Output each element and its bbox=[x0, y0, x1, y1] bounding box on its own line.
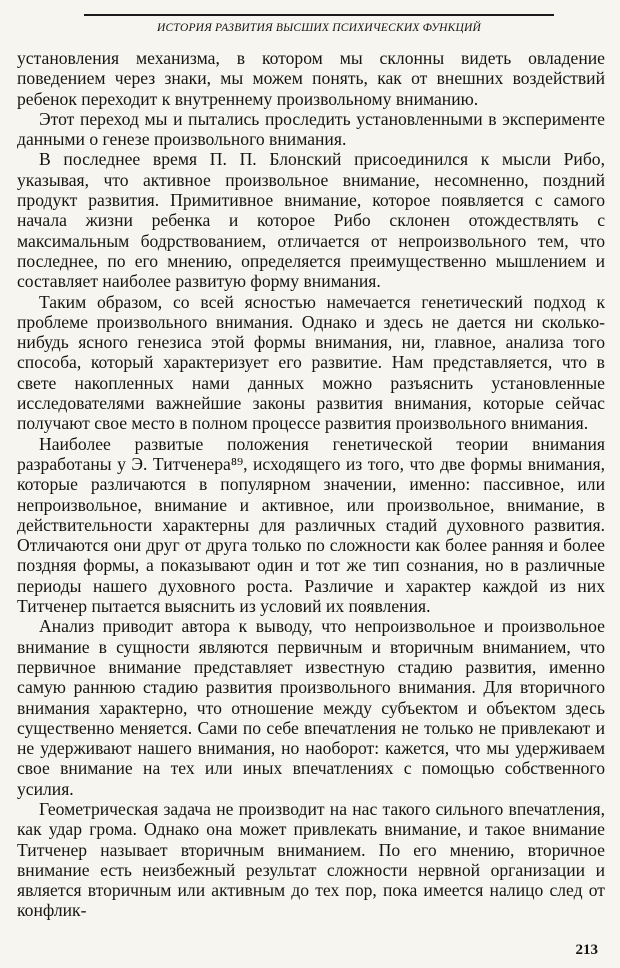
paragraph-4: Таким образом, со всей ясностью намечается генетический подход к проблеме произвольного внимания. Однако и здесь не дается ни сколько-нибудь ясного генезиса этой формы внимания, ни, главное, анализа того способа, который характеризует его развитие. Нам представляется, что в свете накопленных нами данных можно разъяснить установленные исследователями важнейшие законы развития внимания, которые сейчас получают свое место в полном процессе развития произвольного внимания. bbox=[17, 291, 605, 434]
paragraph-7: Геометрическая задача не производит на нас такого сильного впечатления, как удар грома. Однако она может привлекать внимание, и такое внимание Титченер называет вторичным вниманием. По его мнению, вторичное внимание есть неизбежный результат сложности нервной организации и является вторичным или активным до тех пор, пока имеется налицо след от конфлик- bbox=[17, 798, 605, 921]
body-text bbox=[17, 48, 605, 921]
paragraph-2: Этот переход мы и пытались проследить установленными в эксперименте данными о генезе произвольного внимания. bbox=[17, 108, 605, 150]
paragraph-6: Анализ приводит автора к выводу, что непроизвольное и произвольное внимание в сущности являются первичным и вторичным вниманием, что первичное внимание представляет известную стадию развития, именно самую раннюю стадию развития произвольного внимания. Для вторичного внимания характерно, что отношение между субъектом и объектом здесь существенно меняется. Сами по себе впечатления не только не привлекают и не удерживают нашего внимания, но наоборот: кажется, что мы удерживаем свое внимание на тех или иных впечатлениях с помощью собственного усилия. bbox=[17, 616, 605, 799]
paragraph-3: В последнее время П. П. Блонский присоединился к мысли Рибо, указывая, что активное произвольное внимание, несомненно, поздний продукт развития. Примитивное внимание, которое появляется с самого начала жизни ребенка и которое Рибо склонен отождествлять с максимальным бодрствованием, отличается от непроизвольного тем, что последнее, по его мнению, определяется преимущественно мышлением и составляет наиболее развитую форму внимания. bbox=[17, 149, 605, 292]
paragraph-1: установления механизма, в котором мы склонны видеть овладение поведением через знаки, мы можем понять, как от внешних воздействий ребенок переходит к внутреннему произвольному вниманию. bbox=[17, 48, 605, 109]
paragraph-5: Наиболее развитые положения генетической теории внимания разработаны у Э. Титченера⁸⁹, исходящего из того, что две формы внимания, которые различаются в популярном значении, именно: пассивное, или непроизвольное, внимание и активное, или произвольное, внимание, в действительности характерны для различных стадий духовного развития. Отличаются они друг от друга только по сложности как более ранняя и более поздняя формы, а показывают один и тот же тип сознания, но в различные периоды нашего духовного роста. Различие и характер каждой из них Титченер пытается выяснить из условий их появления. bbox=[17, 433, 605, 617]
running-header: ИСТОРИЯ РАЗВИТИЯ ВЫСШИХ ПСИХИЧЕСКИХ ФУНКЦИЙ bbox=[84, 14, 554, 34]
page-number: 213 bbox=[575, 942, 598, 958]
